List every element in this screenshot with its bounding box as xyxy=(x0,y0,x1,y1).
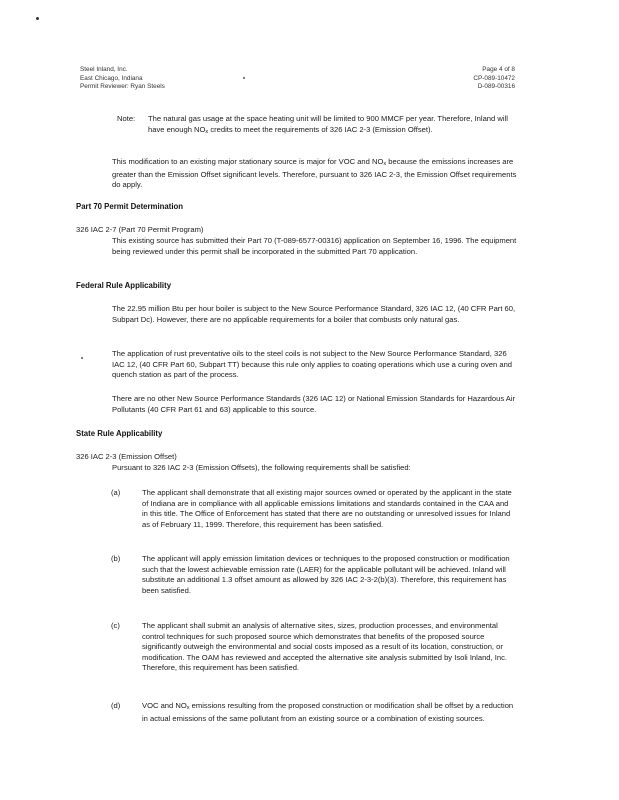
part70-heading: Part 70 Permit Determination xyxy=(76,202,184,211)
federal-paragraph-3: There are no other New Source Performance Standards (326 IAC 12) or National Emission Standards for Hazardous Air Pollutants (40 CFR Part 61 and 63) applicable to this source. xyxy=(112,394,516,414)
state-item-d-label: (d) xyxy=(111,701,121,710)
state-heading: State Rule Applicability xyxy=(76,429,163,438)
state-intro: Pursuant to 326 IAC 2-3 (Emission Offsets), the following requirements shall be satisfied: xyxy=(112,463,411,472)
state-item-b-text: The applicant will apply emission limitation devices or techniques to the proposed construction or modification such that the lowest achievable emission rate (LAER) for the applicable pollutant will be achieved. Inland will substitute an additional 1.3 offset amount as allowed by 326 IAC 2-3-2(b)(3). Therefore, this requirement has been satisfied. xyxy=(142,554,510,595)
header-permit-id: CP-089-10472 xyxy=(473,74,515,82)
state-item-d-text: VOC and $NO_x$ emissions resulting from the proposed construction or modification shall be offset by a reduction in actual emissions of the same pollutant from an existing source or a combination of existing sources. xyxy=(142,701,514,723)
scan-mark xyxy=(36,17,39,20)
header-page-number: Page 4 of 8 xyxy=(482,66,515,73)
federal-paragraph-2: The application of rust preventative oils to the steel coils is not subject to the New Source Performance Standard, 326 IAC 12, (40 CFR Part 60, Subpart TT) because this rule only applies to coating operations which use a curing oven and quench station as part of the process. xyxy=(112,349,513,380)
state-item-c-label: (c) xyxy=(111,621,120,630)
note-text: The natural gas usage at the space heating unit will be limited to 900 MMCF per year. Therefore, Inland will have enough $NO_x$ credits to meet the requirements of 326 IAC 2-3 (Emission Offset). xyxy=(148,114,508,135)
header-company: Steel Inland, Inc. xyxy=(80,66,128,73)
header-right xyxy=(473,66,515,92)
note-label: Note: xyxy=(117,114,136,123)
scan-speck xyxy=(81,357,83,359)
state-rule: 326 IAC 2-3 (Emission Offset) xyxy=(76,452,177,461)
modification-paragraph: This modification to an existing major stationary source is major for VOC and $NO_x$ because the emissions increases are greater than the Emission Offset significant levels. Therefore, pursuant to 326 IAC 2-3, the Emission Offset requirements do apply. xyxy=(112,157,517,190)
state-item-b-label: (b) xyxy=(111,554,121,563)
federal-paragraph-1: The 22.95 million Btu per hour boiler is subject to the New Source Performance Standard, 326 IAC 12, (40 CFR Part 60, Subpart Dc). However, there are no applicable requirements for a boiler that combusts only natural gas. xyxy=(112,304,516,324)
header-source-id: D-089-00316 xyxy=(477,83,515,91)
scan-speck xyxy=(243,77,245,79)
federal-heading: Federal Rule Applicability xyxy=(76,281,172,290)
header-location: East Chicago, Indiana xyxy=(80,74,143,82)
header-left xyxy=(80,66,165,92)
state-item-a-label: (a) xyxy=(111,488,121,497)
state-item-a-text: The applicant shall demonstrate that all existing major sources owned or operated by the applicant in the state of Indiana are in compliance with all applicable emissions limitations and standards contained in the CAA and in this title. The Office of Enforcement has stated that there are no outstanding or unresolved issues for Inland as of February 11, 1999. Therefore, this requirement has been satisfied. xyxy=(142,488,512,529)
part70-text: This existing source has submitted their Part 70 (T-089-6577-00316) application on September 16, 1996. The equipment being reviewed under this permit shall be incorporated in the submitted Part 70 application. xyxy=(112,236,517,256)
part70-rule: 326 IAC 2-7 (Part 70 Permit Program) xyxy=(76,225,204,234)
header-reviewer: Permit Reviewer: Ryan Steels xyxy=(80,83,165,91)
state-item-c-text: The applicant shall submit an analysis of alternative sites, sizes, production processes, and environmental control techniques for such proposed source which demonstrates that benefits of the proposed source significantly outweigh the environmental and social costs imposed as a result of its location, construction, or modification. The OAM has reviewed and accepted the alternative site analysis submitted by Isoli Inland, Inc. Therefore, this requirement has been satisfied. xyxy=(142,621,507,673)
